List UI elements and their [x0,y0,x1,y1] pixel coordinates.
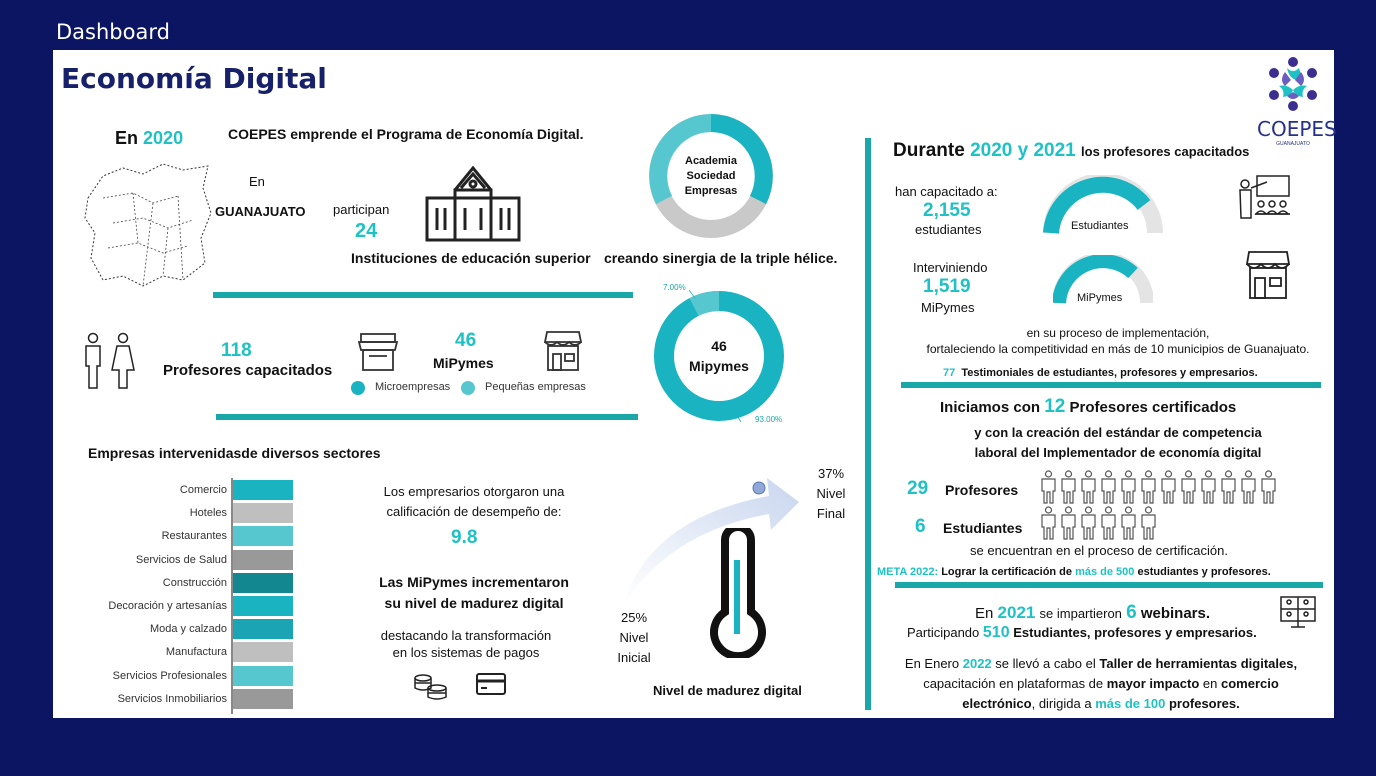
store-icon [1245,250,1291,300]
coepes-logo-icon [1257,54,1329,116]
part-count: 510 [982,624,1010,641]
person-icon [1139,470,1158,504]
meta-label: META 2022: [877,566,939,578]
profesores-people-icons [1039,470,1279,509]
sector-bar [233,503,293,523]
university-building-icon [425,160,521,242]
impl-line-1: en su proceso de implementación, [1026,326,1210,340]
meta-pre: Lograr la certificación de [941,566,1073,578]
participan-label: participan [333,202,390,217]
person-icon [1219,470,1238,504]
main-panel [53,50,1337,718]
person-icon [1059,506,1078,540]
web-label: webinars. [1140,605,1211,622]
cert-label: Profesores certificados [1069,399,1237,416]
mipymes-donut-center [679,336,759,376]
classroom-teacher-icon [1237,174,1293,220]
sector-label: Servicios Inmobiliarios [117,692,227,705]
coepes-logo [1257,54,1337,147]
sector-bar [233,619,293,639]
intro-en: En [115,128,139,148]
donut-segment-small [694,301,719,307]
web-count: 6 [1126,602,1137,623]
inst-count: 24 [355,220,378,242]
init-l2: Inicial [617,650,651,665]
sectors-bars [233,480,295,712]
prof-label: Profesores capacitados [163,362,333,379]
mipymes-label: MiPymes [433,355,494,371]
intro-en2: En [249,174,265,189]
testimonials-label: Testimoniales de estudiantes, profesores y empresarios. [961,367,1258,379]
person-icon [1099,506,1118,540]
right-divider-1 [901,382,1321,388]
implementation-text [913,325,1323,357]
sector-bar [233,526,293,546]
payment-text [361,627,571,661]
durante-heading [893,140,1249,162]
sector-bar [233,689,293,709]
sector-label: Comercio [179,484,227,496]
sector-bar [233,573,293,593]
iniciamos-text [940,396,1236,418]
sector-bar [233,642,293,662]
mipymes-gauge-label: MiPymes [1077,292,1123,304]
video-conference-icon [1279,595,1317,629]
rating-line-2: calificación de desempeño de: [386,504,562,519]
dir: , dirigida a [1031,696,1092,711]
est-line-2: laboral del Implementador de economía digital [974,445,1262,460]
ene-pre: En Enero [904,656,960,671]
cert-count: 12 [1044,396,1066,417]
dashboard-title: Dashboard [56,20,170,44]
init-l1: Nivel [619,630,649,645]
person-icon [1059,470,1078,504]
sector-label: Servicios Profesionales [112,669,227,682]
sector-label: Hoteles [189,507,227,520]
webinars-text [975,602,1210,624]
sectors-title: Empresas intervenidasde diversos sectores [88,445,381,461]
testimonials-count: 77 [943,367,956,379]
coins-icon [413,670,449,702]
cap-b1: mayor impacto [1106,676,1200,691]
durante-text: Durante [893,140,965,161]
students-label: estudiantes [915,222,982,237]
maturity-increase-text [359,572,589,614]
profesores-count: 29 [907,478,929,499]
helix-label-academia: Academia [685,155,737,167]
triple-helix-labels [675,154,747,199]
donut-pct-small: 7.00% [663,283,686,292]
right-divider-2 [895,582,1323,588]
sector-label: Moda y calzado [149,623,227,636]
inst-label: Instituciones de educación superior [351,250,591,266]
mipymes-interv-count: 1,519 [923,276,971,297]
legend-small-swatch [461,381,475,395]
mipymes-count: 46 [455,330,477,351]
inc-line-2: su nivel de madurez digital [384,595,564,611]
sector-label: Manufactura [165,646,227,659]
microempresa-shop-icon [357,332,399,372]
durante-years: 2020 y 2021 [970,140,1076,161]
person-icon [1079,506,1098,540]
students-count: 2,155 [923,200,971,221]
testimonials-text [943,367,1258,379]
person-icon [1079,470,1098,504]
sector-label: Decoración y artesanías [108,600,227,612]
maturity-label: Nivel de madurez digital [653,683,802,698]
participando-text [907,624,1257,642]
init-pct: 25% [620,610,648,625]
rating-text [359,482,589,522]
person-icon [1159,470,1178,504]
logo-name: COEPES [1257,117,1337,141]
pequena-empresa-shop-icon [543,330,583,372]
estudiantes-people-icons [1039,506,1159,545]
sectors-labels [83,480,235,712]
legend-micro-swatch [351,381,365,395]
person-icon [1239,470,1258,504]
divider-1 [213,292,633,298]
people-icon [81,332,137,390]
web-year: 2021 [997,603,1036,622]
iniciamos-label: Iniciamos con [940,399,1041,416]
students-gauge-label: Estudiantes [1071,220,1129,232]
ene-mid: se llevó a cabo el [995,656,1096,671]
part-label: Participando [907,625,980,640]
donut-center-count: 46 [711,338,727,354]
estudiantes-count: 6 [915,516,926,537]
person-icon [1039,470,1058,504]
person-icon [1039,506,1058,540]
dir-post: profesores. [1168,696,1240,711]
thermometer-icon [703,528,773,658]
rating-score: 9.8 [451,527,478,548]
helix-label-sociedad: Sociedad [686,170,736,182]
rating-line-1: Los empresarios otorgaron una [383,484,565,499]
prof-count: 118 [221,340,252,361]
mipymes-interv-label: MiPymes [921,300,975,315]
final-l2: Final [816,506,846,521]
donut-pct-micro: 93.00% [755,415,783,424]
intro-year-value: 2020 [143,128,184,148]
intro-year [115,128,183,149]
web-en: En [975,605,994,622]
divider-2 [216,414,638,420]
ene-year: 2022 [962,656,992,671]
legend-small-label: Pequeñas empresas [485,381,586,393]
standard-text [913,423,1323,463]
certification-process-text: se encuentran en el proceso de certificación. [970,543,1228,558]
state-name: GUANAJUATO [215,204,306,219]
elec: electrónico [962,696,1032,711]
sector-bar [233,596,293,616]
inc-line-1: Las MiPymes incrementaron [379,574,569,590]
cap-mid: en [1202,676,1218,691]
est-line-1: y con la creación del estándar de competencia [974,425,1262,440]
web-mid: se impartieron [1039,606,1122,621]
meta-2022 [877,566,1271,578]
final-level [809,464,853,524]
cap-b2: comercio [1220,676,1279,691]
durante-rest: los profesores capacitados [1081,144,1250,159]
person-icon [1259,470,1278,504]
person-icon [1119,506,1138,540]
person-icon [1179,470,1198,504]
sector-label: Servicios de Salud [135,553,227,566]
sector-bar [233,666,293,686]
impl-line-2: fortaleciendo la competitividad en más de 10 municipios de Guanajuato. [926,342,1310,356]
sector-bar [233,550,293,570]
page-title: Economía Digital [61,62,327,95]
person-icon [1199,470,1218,504]
han-label: han capacitado a: [895,184,998,199]
donut-center-label: Mipymes [689,358,749,374]
estudiantes-label: Estudiantes [943,520,1023,536]
person-icon [1099,470,1118,504]
sector-bar [233,480,293,500]
thermometer-level [734,560,740,634]
sector-label: Restaurantes [161,530,227,543]
part-desc: Estudiantes, profesores y empresarios. [1013,625,1257,640]
initial-level [612,608,656,668]
guanajuato-map-icon [83,158,213,288]
dir-highlight: más de 100 [1095,696,1166,711]
legend-micro-label: Microempresas [375,381,451,393]
sinergia-text: creando sinergia de la triple hélice. [604,250,838,266]
dest-line-1: destacando la transformación [380,628,552,643]
meta-post: estudiantes y profesores. [1137,566,1271,578]
final-l1: Nivel [816,486,846,501]
logo-sub: GUANAJUATO [1276,141,1310,147]
person-icon [1139,506,1158,540]
interv-label: Interviniendo [913,260,988,275]
meta-highlight: más de 500 [1075,566,1135,578]
sector-label: Construcción [162,576,227,589]
helix-label-empresas: Empresas [684,185,738,197]
taller-text [881,654,1321,714]
final-pct: 37% [817,466,845,481]
person-icon [1119,470,1138,504]
right-column-divider [865,138,871,710]
dest-line-2: en los sistemas de pagos [392,645,540,660]
profesores-label: Profesores [945,482,1019,498]
cap-pre: capacitación en plataformas de [923,676,1104,691]
ene-taller: Taller de herramientas digitales, [1099,656,1298,671]
program-text: COEPES emprende el Programa de Economía Digital. [228,126,584,142]
credit-card-icon [475,672,507,696]
